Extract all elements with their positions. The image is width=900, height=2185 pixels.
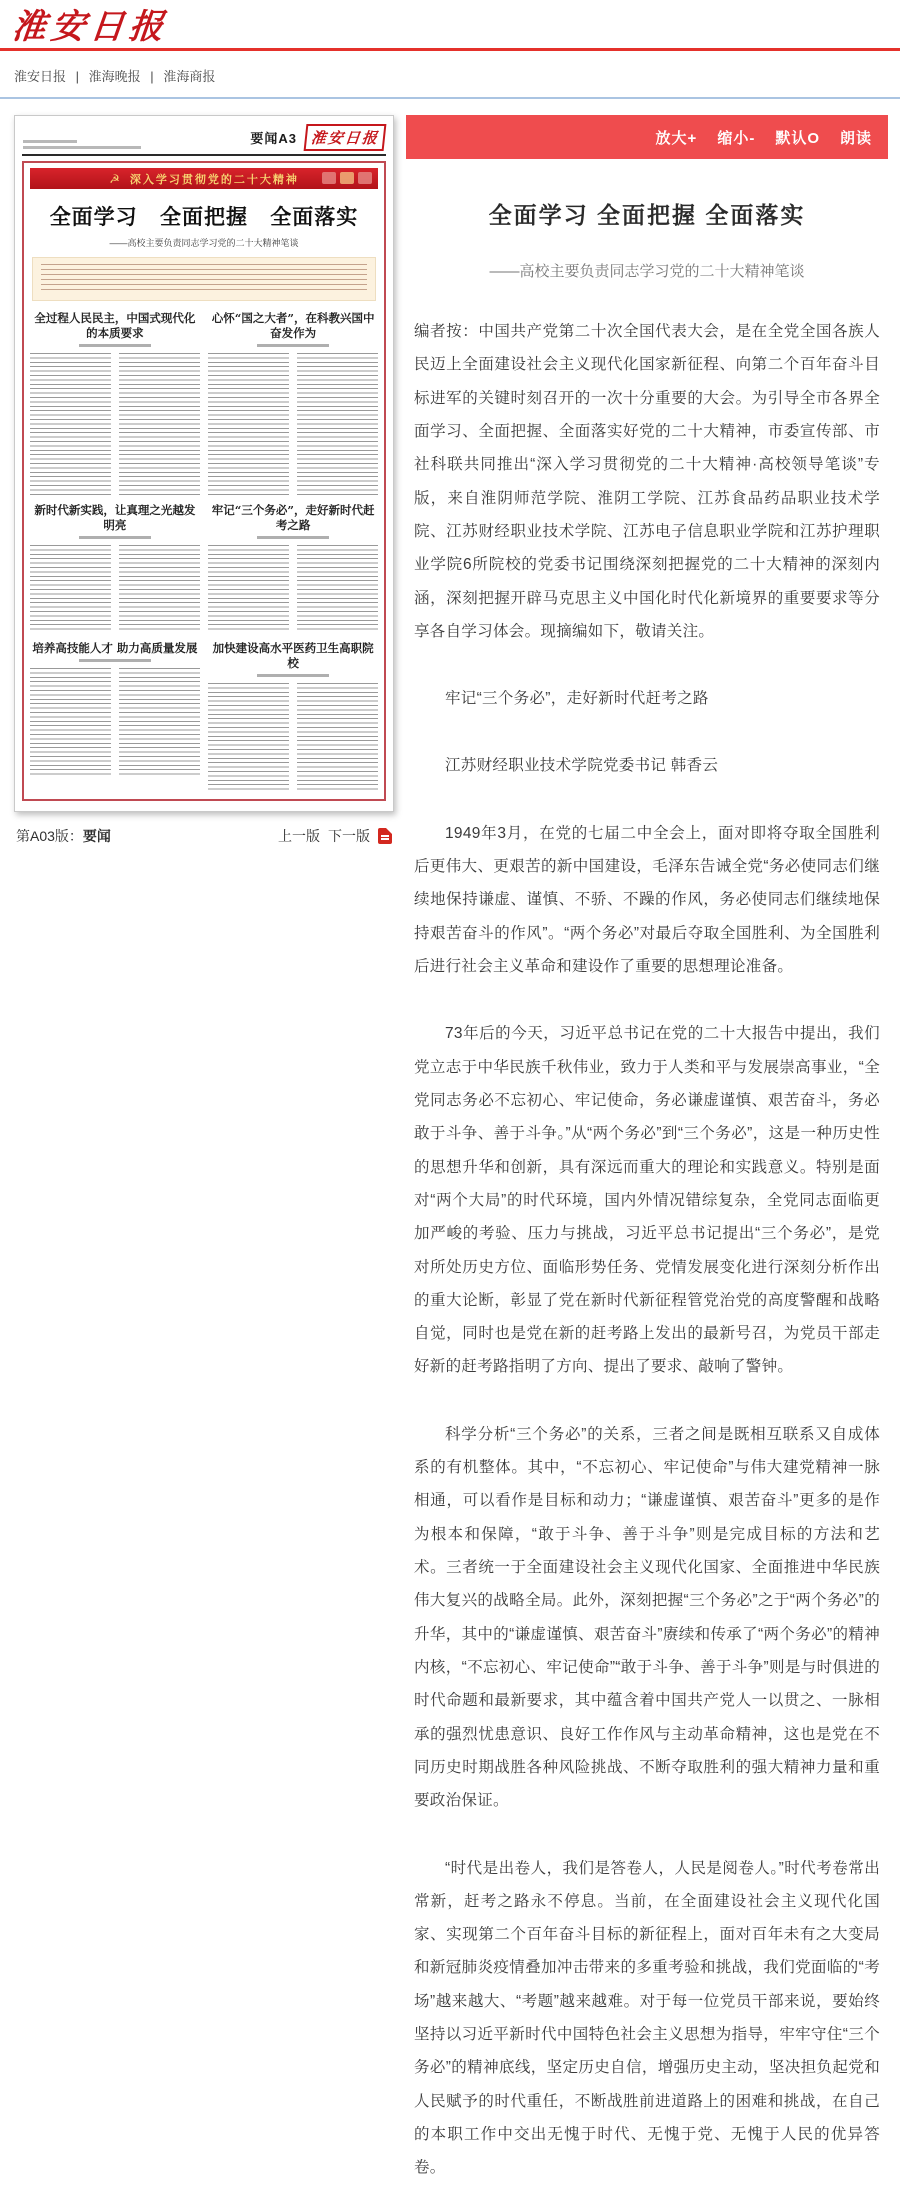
thumb-article-row-3 <box>30 641 378 791</box>
reader-toolbar <box>406 115 888 159</box>
article-subhead: 牢记“三个务必”，走好新时代赶考之路 <box>445 690 709 708</box>
thumb-article-textlines <box>208 353 378 495</box>
thumb-article-row-1 <box>30 311 378 495</box>
thumb-article <box>208 311 378 495</box>
thumb-article-title: 加快建设高水平医药卫生高职院校 <box>212 640 374 670</box>
edition-name: 要闻 <box>82 827 111 844</box>
thumb-article-byline <box>257 674 328 677</box>
thumb-page-meta-lines <box>23 140 141 151</box>
thumb-banner-text: 深入学习贯彻党的二十大精神 <box>129 173 299 186</box>
next-page-link[interactable]: 下一版 <box>328 827 370 844</box>
article-paragraph: 科学分析“三个务必”的关系，三者之间是既相互联系又自成体系的有机整体。其中，“不忘初心、牢记使命”与伟大建党精神一脉相通，可以看作是目标和动力；“谦虚谨慎、艰苦奋斗”更多的是作为根本和保障，“敢于斗争、善于斗争”则是完成目标的方法和艺术。三者统一于全面建设社会主义现代化国家、全面推进中华民族伟大复兴的战略全局。此外，深刻把握“三个务必”之于“两个务必”的升华，其中的“谦虚谨慎、艰苦奋斗”赓续和传承了“两个务必”的精神内核，“不忘初心、牢记使命”“敢于斗争、善于斗争”则是与时俱进的时代命题和最新要求，其中蕴含着中国共产党人一以贯之、一脉相承的强烈忧患意识、良好工作作风与主动革命精神，这也是党在不同历史时期战胜各种风险挑战、不断夺取胜利的强大精神力量和重要政治保证。 <box>414 1425 880 1810</box>
read-aloud-button[interactable]: 朗读 <box>839 129 872 147</box>
newspaper-logo: 淮安日报 <box>9 7 171 47</box>
newspaper-page-thumbnail[interactable] <box>14 115 394 812</box>
zoom-out-button[interactable]: 缩小- <box>717 129 756 147</box>
article-paragraph: 1949年3月，在党的七届二中全会上，面对即将夺取全国胜利后更伟大、更艰苦的新中国建设，毛泽东告诫全党“务必使同志们继续地保持谦虚、谨慎、不骄、不躁的作风，务必使同志们继续地保持艰苦奋斗的作风”。“两个务必”对最后夺取全国胜利、为全国胜利后进行社会主义革命和建设作了重要的思想理论准备。 <box>414 824 880 975</box>
thumb-article-textlines <box>30 668 200 776</box>
nav-separator: | <box>75 69 80 84</box>
edition-prefix: 第A03版： <box>16 827 83 844</box>
thumb-newspaper-logo: 淮安日报 <box>304 124 387 151</box>
thumb-article-row-2 <box>30 503 378 633</box>
party-emblem-icon: ☭ <box>109 171 122 186</box>
thumb-article-textlines <box>30 545 200 633</box>
thumb-article <box>208 503 378 633</box>
thumb-article-textlines <box>208 683 378 791</box>
thumb-article-byline <box>79 344 150 347</box>
site-nav <box>0 51 900 97</box>
article-paragraph: “时代是出卷人，我们是答卷人，人民是阅卷人。”时代考卷常出常新，赶考之路永不停息。当前，在全面建设社会主义现代化国家、实现第二个百年奋斗目标的新征程上，面对百年未有之大变局和新冠肺炎疫情叠加冲击带来的多重考验和挑战，我们党面临的“考场”越来越大、“考题”越来越难。对于每一位党员干部来说，要始终坚持以习近平新时代中国特色社会主义思想为指导，牢牢守住“三个务必”的精神底线，坚定历史自信，增强历史主动，坚决担负起党和人民赋予的时代重任，不断战胜前进道路上的困难和挑战，在自己的本职工作中交出无愧于时代、无愧于党、无愧于人民的优异答卷。 <box>414 1859 880 2177</box>
thumb-section-label: 要闻A3 <box>250 131 297 146</box>
thumb-article-textlines <box>208 545 378 633</box>
thumb-article-title: 牢记“三个务必”，走好新时代赶考之路 <box>211 502 375 532</box>
thumb-article-byline <box>79 536 150 539</box>
thumb-page-body <box>22 161 386 801</box>
thumb-article <box>208 641 378 791</box>
article-title: 全面学习 全面把握 全面落实 <box>488 202 806 228</box>
editor-note-paragraph: 编者按：中国共产党第二十次全国代表大会，是在全党全国各族人民迈上全面建设社会主义现代化国家新征程、向第二个百年奋斗目标进军的关键时刻召开的一次十分重要的大会。为引导全市各界全面学习、全面把握、全面落实好党的二十大精神，市委宣传部、市社科联共同推出“深入学习贯彻党的二十大精神·高校领导笔谈”专版，来自淮阴师范学院、淮阴工学院、江苏食品药品职业技术学院、江苏财经职业技术学院、江苏电子信息职业学院和江苏护理职业学院6所院校的党委书记围绕深刻把握党的二十大精神的深刻内涵，深刻把握开辟马克思主义中国化时代化新境界的重要要求等分享各自学习体会。现摘编如下，敬请关注。 <box>414 323 880 640</box>
thumb-article <box>30 311 200 495</box>
thumb-article-title: 培养高技能人才 助力高质量发展 <box>32 640 198 655</box>
thumb-article-byline <box>257 536 328 539</box>
edition-footer <box>14 826 394 846</box>
nav-link-huaihai-evening[interactable]: 淮海晚报 <box>88 69 141 84</box>
article-subtitle: ——高校主要负责同志学习党的二十大精神笔谈 <box>489 263 805 280</box>
pdf-icon[interactable] <box>378 828 392 844</box>
thumb-page-subtitle: ——高校主要负责同志学习党的二十大精神笔谈 <box>109 238 299 248</box>
edition-label <box>16 826 111 846</box>
article-byline: 江苏财经职业技术学院党委书记 韩香云 <box>445 757 719 775</box>
zoom-in-button[interactable]: 放大+ <box>655 129 698 147</box>
thumb-article-byline <box>79 659 150 662</box>
nav-separator: | <box>150 69 154 84</box>
masthead <box>0 0 900 48</box>
article-paragraph: 73年后的今天，习近平总书记在党的二十大报告中提出，我们党立志于中华民族千秋伟业，致力于人类和平与发展崇高事业，“全党同志务必不忘初心、牢记使命，务必谦虚谨慎、艰苦奋斗，务必敢于斗争、善于斗争。”从“两个务必”到“三个务必”，这是一种历史性的思想升华和创新，具有深远而重大的理论和实践意义。特别是面对“两个大局”的时代环境，国内外情况错综复杂，全党同志面临更加严峻的考验、压力与挑战，习近平总书记提出“三个务必”，是党对所处历史方位、面临形势任务、党情发展变化进行深刻分析作出的重大论断，彰显了党在新时代新征程管党治党的高度警醒和战略自觉，同时也是党在新的赶考路上发出的最新号召，为党员干部走好新的赶考路指明了方向、提出了要求、敲响了警钟。 <box>414 1025 880 1376</box>
thumb-theme-banner <box>30 168 378 189</box>
thumb-article-title: 新时代新实践，让真理之光越发明亮 <box>34 502 196 532</box>
thumb-article-title: 全过程人民民主，中国式现代化的本质要求 <box>34 311 196 340</box>
thumb-editor-note-box <box>32 257 376 301</box>
main-content <box>0 99 900 2185</box>
nav-link-huaihai-business[interactable]: 淮海商报 <box>163 69 216 84</box>
prev-page-link[interactable]: 上一版 <box>278 827 320 844</box>
nav-link-huaian-daily[interactable]: 淮安日报 <box>14 69 67 84</box>
thumb-page-header <box>22 122 386 156</box>
page-pager <box>278 826 392 846</box>
thumb-article <box>30 503 200 633</box>
thumb-article-byline <box>257 344 328 347</box>
thumb-article-title: 心怀“国之大者”，在科教兴国中奋发作为 <box>211 311 375 340</box>
article-panel <box>406 115 888 2185</box>
left-panel <box>14 115 394 2185</box>
thumb-editor-note-textlines <box>41 264 367 294</box>
article-body <box>406 197 888 2185</box>
default-size-button[interactable]: 默认O <box>775 129 820 147</box>
thumb-page-headline: 全面学习 全面把握 全面落实 <box>49 204 359 229</box>
tiananmen-decoration <box>322 172 372 184</box>
thumb-article-textlines <box>30 353 200 495</box>
thumb-article <box>30 641 200 791</box>
